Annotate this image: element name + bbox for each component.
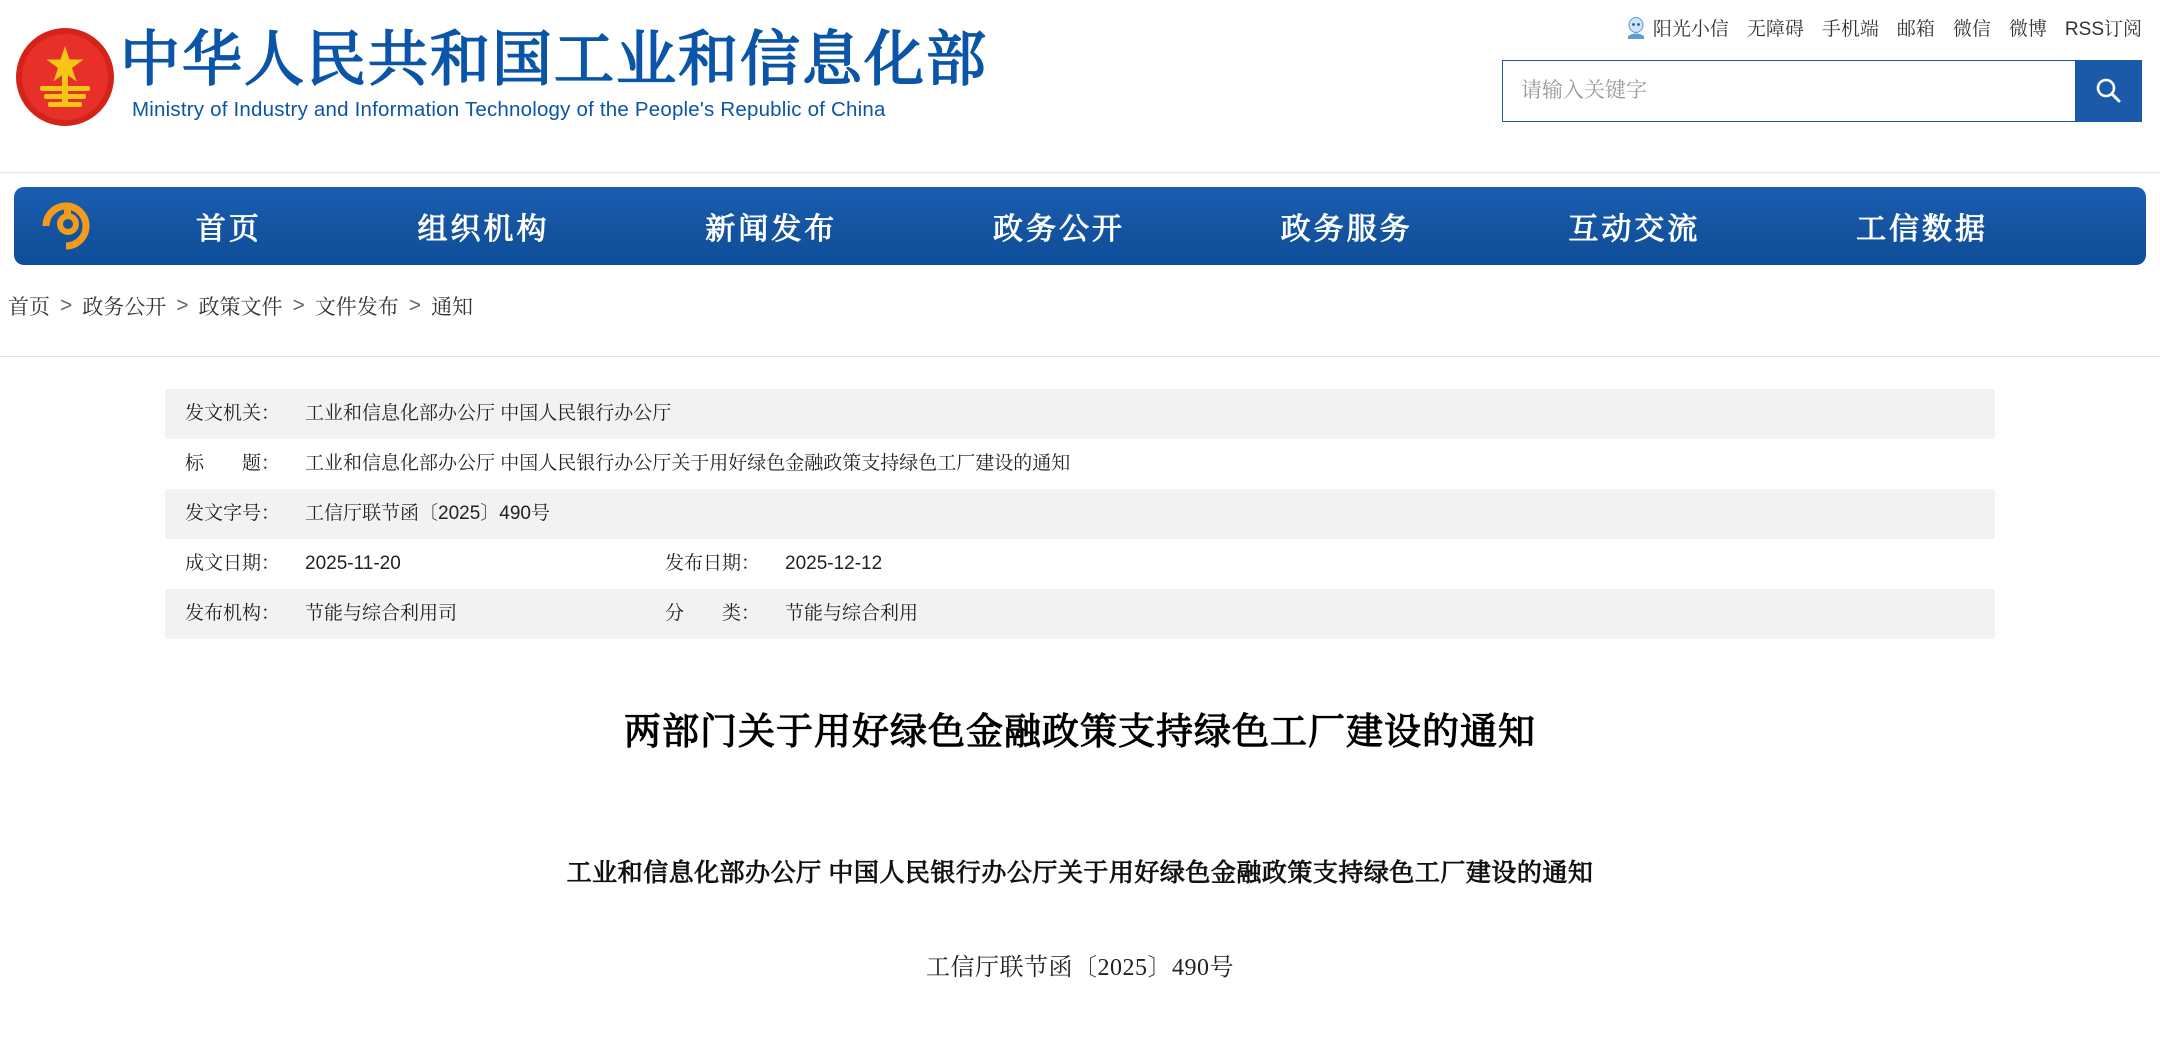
- nav-item-interact[interactable]: 互动交流: [1568, 213, 1701, 246]
- table-row: [165, 589, 1995, 639]
- meta-value-completed: 2025-11-20: [305, 553, 401, 574]
- utility-link-accessibility[interactable]: 无障碍: [1746, 19, 1804, 40]
- utility-link-mobile[interactable]: 手机端: [1821, 19, 1879, 40]
- utility-links: [1625, 14, 2142, 41]
- document-container: [165, 341, 1995, 982]
- nav-item-data[interactable]: 工信数据: [1856, 213, 1989, 246]
- table-row: [165, 539, 1995, 589]
- meta-label-docnum: 发文字号：: [165, 489, 305, 539]
- breadcrumb: [8, 291, 2160, 341]
- utility-link-weibo[interactable]: 微博: [2008, 19, 2047, 40]
- meta-label-completed: 成文日期：: [185, 553, 281, 574]
- meta-value-docnum: 工信厅联节函〔2025〕490号: [305, 489, 1995, 539]
- meta-value-issuer: 工业和信息化部办公厅 中国人民银行办公厅: [305, 389, 1995, 439]
- table-row: [165, 489, 1995, 539]
- meta-label-published: 发布日期：: [665, 553, 761, 574]
- document-body-line-1: 工业和信息化部办公厅 中国人民银行办公厅关于用好绿色金融政策支持绿色工厂建设的通知: [566, 860, 1594, 887]
- document-meta-table: [165, 389, 1995, 639]
- breadcrumb-separator: >: [292, 294, 305, 317]
- site-header: [0, 0, 2160, 173]
- meta-value-dept: 节能与综合利用司: [305, 589, 665, 639]
- meta-label-subject: 标 题：: [185, 453, 281, 474]
- nav-items: [118, 204, 2146, 248]
- meta-label-dept: 发布机构：: [165, 589, 305, 639]
- main-navigation: [14, 187, 2146, 265]
- document-body: [165, 853, 1995, 982]
- utility-link-mail[interactable]: 邮箱: [1896, 19, 1935, 40]
- breadcrumb-separator: >: [408, 294, 422, 317]
- breadcrumb-separator: >: [60, 294, 73, 317]
- nav-item-news[interactable]: 新闻发布: [705, 213, 838, 246]
- site-logo-en: Ministry of Industry and Information Technology of the People's Republic of China: [132, 98, 886, 121]
- breadcrumb-divider: [0, 356, 2160, 357]
- breadcrumb-item-policy[interactable]: 政策文件: [198, 296, 283, 319]
- assistant-icon: [1625, 16, 1647, 40]
- nav-item-home[interactable]: 首页: [195, 213, 262, 246]
- china-national-emblem-icon: [14, 26, 116, 128]
- search-input[interactable]: [1503, 61, 2075, 121]
- meta-label-category: 分 类：: [665, 589, 785, 639]
- search-button[interactable]: [2075, 61, 2141, 121]
- page-title: 两部门关于用好绿色金融政策支持绿色工厂建设的通知: [624, 711, 1536, 752]
- meta-value-category: 节能与综合利用: [785, 589, 1995, 639]
- site-logo[interactable]: [120, 24, 988, 124]
- breadcrumb-item-home[interactable]: 首页: [8, 296, 50, 319]
- meta-value-published: 2025-12-12: [785, 553, 883, 574]
- utility-link-assistant-label[interactable]: 阳光小信: [1652, 19, 1729, 40]
- breadcrumb-item-gov-open[interactable]: 政务公开: [82, 296, 167, 319]
- miit-e-logo-icon: [14, 198, 118, 254]
- meta-label-issuer: 发文机关：: [165, 389, 305, 439]
- nav-item-gov-serv[interactable]: 政务服务: [1280, 213, 1413, 246]
- table-row: [165, 389, 1995, 439]
- search-bar: [1502, 60, 2142, 122]
- breadcrumb-separator: >: [176, 294, 189, 317]
- nav-item-gov-open[interactable]: 政务公开: [992, 213, 1125, 246]
- document-body-line-2: 工信厅联节函〔2025〕490号: [926, 955, 1234, 981]
- utility-link-rss[interactable]: RSS订阅: [2064, 19, 2142, 40]
- nav-item-org[interactable]: 组织机构: [417, 213, 550, 246]
- breadcrumb-item-notice[interactable]: 通知: [431, 296, 474, 319]
- utility-link-assistant[interactable]: [1625, 14, 1729, 41]
- meta-value-subject: 工业和信息化部办公厅 中国人民银行办公厅关于用好绿色金融政策支持绿色工厂建设的通知: [305, 453, 1071, 474]
- table-row: [165, 439, 1995, 489]
- utility-link-wechat[interactable]: 微信: [1952, 19, 1991, 40]
- breadcrumb-item-release[interactable]: 文件发布: [314, 296, 399, 319]
- search-icon: [2093, 75, 2123, 108]
- site-logo-cn: 中华人民共和国工业和信息化部: [120, 27, 988, 93]
